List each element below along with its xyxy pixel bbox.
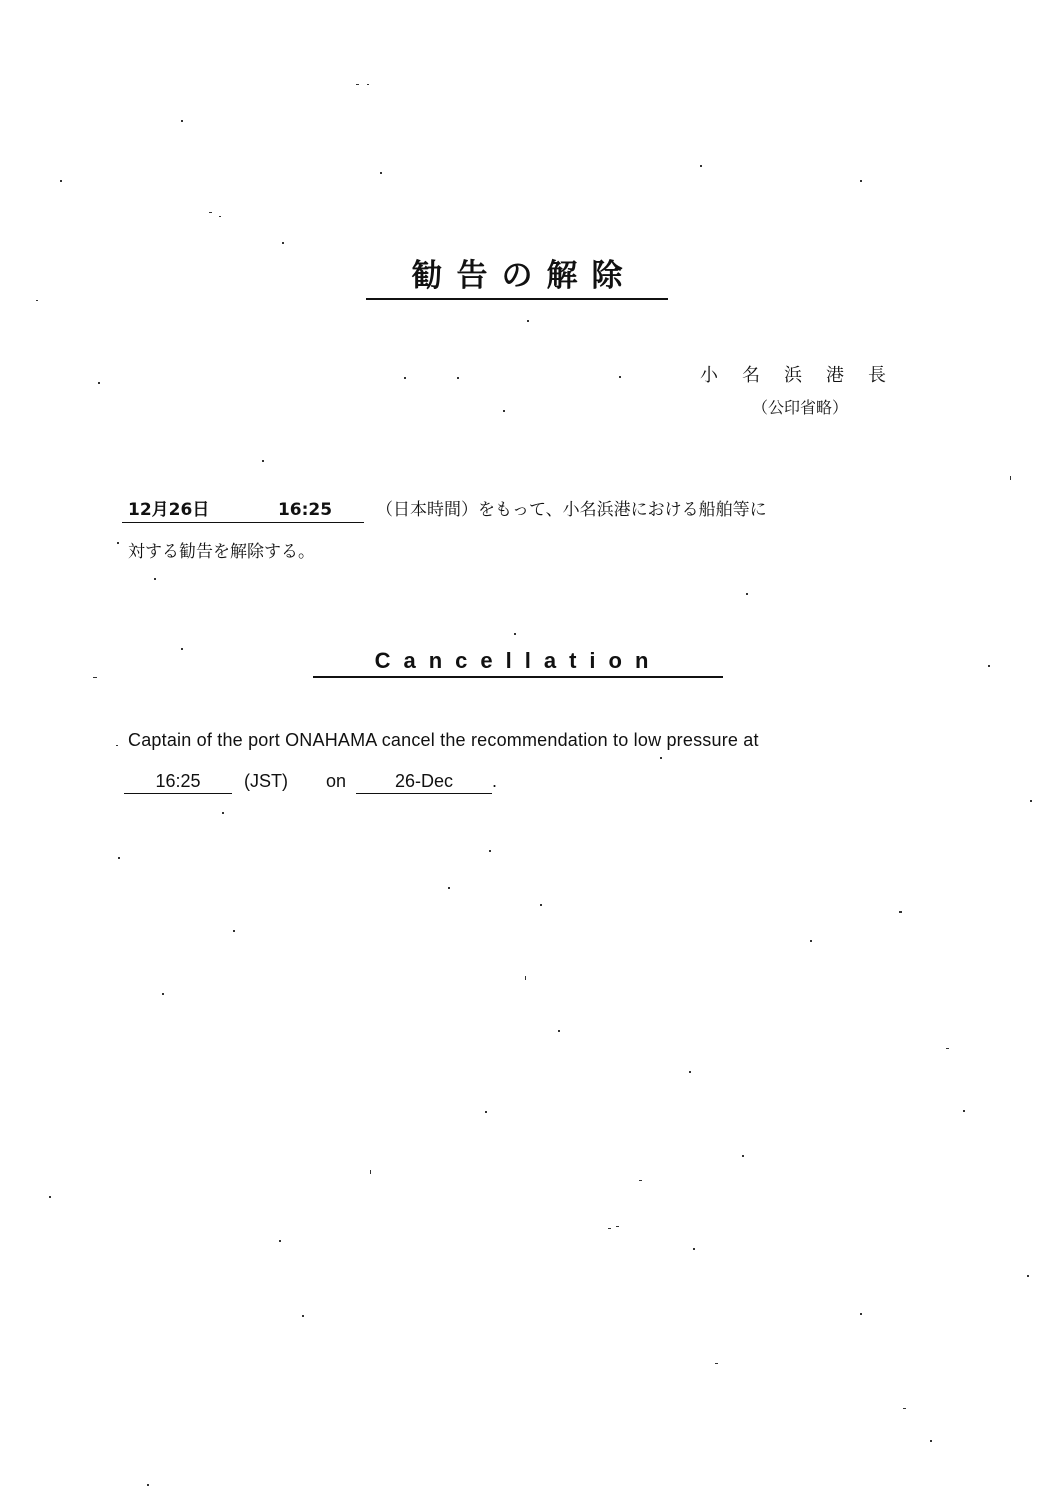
- en-on-word: on: [326, 771, 347, 791]
- en-body-line1: Captain of the port ONAHAMA cancel the recommendation to low pressure at: [128, 730, 759, 750]
- jp-time-field: 16:25: [246, 498, 364, 523]
- jp-date-field: 12月26日: [122, 498, 246, 523]
- en-body-line2: [124, 768, 497, 794]
- seal-omitted-note: （公印省略）: [752, 398, 849, 417]
- title-en: Cancellation: [313, 646, 723, 678]
- author-harbor-master: 小名浜港長: [700, 365, 910, 386]
- en-time-field: 16:25: [124, 769, 232, 794]
- en-date-field: 26-Dec: [356, 769, 492, 794]
- jp-body-line2: 対する勧告を解除する。: [128, 542, 315, 562]
- title-jp: 勧告の解除: [366, 256, 668, 300]
- jp-body-line1-text: （日本時間）をもって、小名浜港における船舶等に: [376, 500, 767, 520]
- en-timezone: (JST): [244, 771, 288, 791]
- jp-body-line1: [122, 496, 767, 524]
- en-period: .: [492, 771, 498, 791]
